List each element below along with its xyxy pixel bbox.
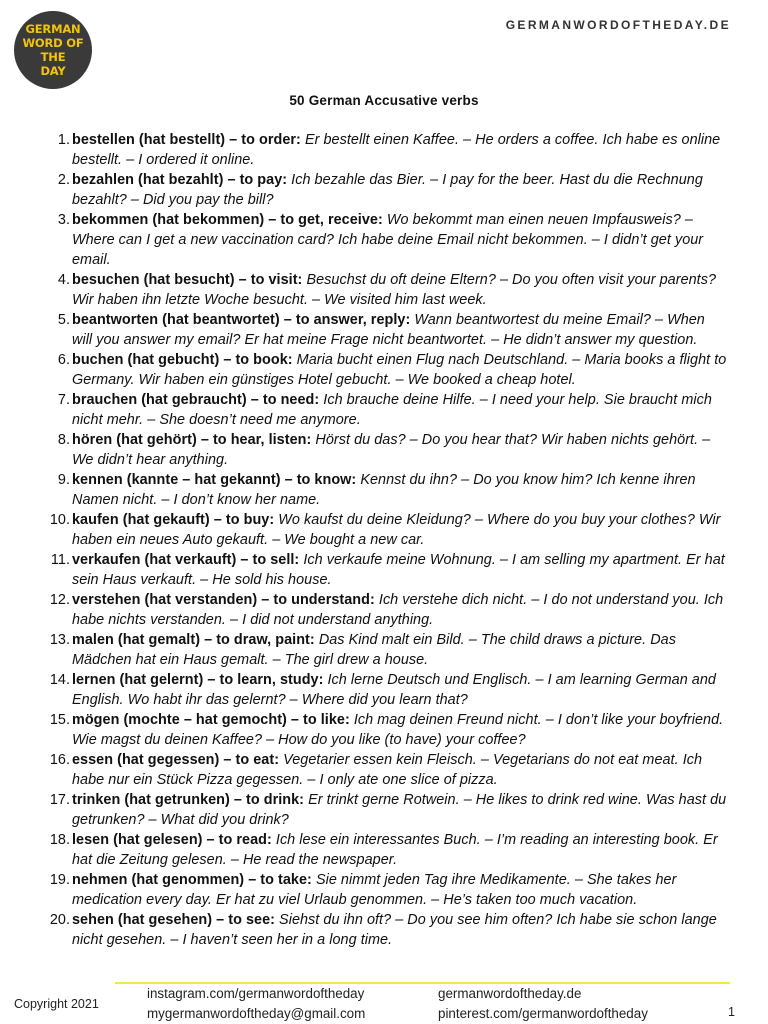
list-item: [50, 270, 728, 310]
verb-example: Ich verkaufe meine Wohnung. – I am selling my apartment. Er hat sein Haus verkauft. – He sold his house.: [72, 552, 725, 588]
logo-line-2: WORD OF THE: [22, 36, 84, 64]
list-item-number: 2.: [57, 172, 70, 188]
list-item-number: 10.: [49, 512, 70, 528]
list-item-number: 6.: [57, 352, 70, 368]
list-item: [50, 710, 728, 750]
verb-example: Vegetarier essen kein Fleisch. – Vegetarians do not eat meat. Ich habe nur ein Stück Pizza gegessen. – I only ate one slice of pizza.: [72, 752, 703, 788]
verb-heading: bezahlen (hat bezahlt) – to pay:: [72, 172, 288, 188]
verb-example: Hörst du das? – Do you hear that? Wir haben nichts gehört. – We didn’t hear anything.: [72, 432, 711, 468]
list-item-number: 11.: [50, 552, 70, 568]
verb-example: Sie nimmt jeden Tag ihre Medikamente. – She takes her medication every day. Er hat zu viel Urlaub genommen. – He’s taken too much vacation.: [72, 872, 677, 908]
list-item: [50, 910, 728, 950]
list-item-number: 16.: [49, 752, 70, 768]
list-item-number: 12.: [49, 592, 70, 608]
verb-heading: sehen (hat gesehen) – to see:: [72, 912, 275, 928]
verb-example: Maria bucht einen Flug nach Deutschland. – Maria books a flight to Germany. Wir haben ein günstiges Hotel gebucht. – We booked a cheap hotel.: [72, 352, 727, 388]
list-item: [50, 670, 728, 710]
list-item: [50, 550, 728, 590]
list-item: [50, 350, 728, 390]
list-item: [50, 210, 728, 270]
list-item: [50, 750, 728, 790]
verb-heading: beantworten (hat beantwortet) – to answer, reply:: [72, 312, 411, 328]
list-item-number: 15.: [49, 712, 70, 728]
verb-heading: bekommen (hat bekommen) – to get, receive:: [72, 212, 383, 228]
list-item-number: 9.: [57, 472, 70, 488]
verb-heading: besuchen (hat besucht) – to visit:: [72, 272, 303, 288]
verb-example: Ich lese ein interessantes Buch. – I’m reading an interesting book. Er hat die Zeitung gelesen. – He read the newspaper.: [72, 832, 718, 868]
email-link[interactable]: mygermanwordoftheday@gmail.com: [147, 1006, 366, 1021]
pinterest-link[interactable]: pinterest.com/germanwordoftheday: [438, 1006, 648, 1021]
verb-example: Kennst du ihn? – Do you know him? Ich kenne ihren Namen nicht. – I don’t know her name.: [72, 472, 696, 508]
verb-example: Ich verstehe dich nicht. – I do not understand you. Ich habe nichts verstanden. – I did not understand anything.: [72, 592, 724, 628]
list-item: [50, 470, 728, 510]
list-item-number: 8.: [57, 432, 70, 448]
list-item-number: 4.: [57, 272, 70, 288]
list-item: [50, 870, 728, 910]
verb-example: Besuchst du oft deine Eltern? – Do you often visit your parents? Wir haben ihn letzte Woche besucht. – We visited him last week.: [72, 272, 717, 308]
verb-heading: hören (hat gehört) – to hear, listen:: [72, 432, 312, 448]
list-item-number: 18.: [49, 832, 70, 848]
list-item-number: 5.: [57, 312, 70, 328]
list-item-number: 20.: [49, 912, 70, 928]
list-item-number: 7.: [57, 392, 70, 408]
instagram-link[interactable]: instagram.com/germanwordoftheday: [147, 986, 365, 1001]
verb-heading: nehmen (hat genommen) – to take:: [72, 872, 312, 888]
verb-example: Ich bezahle das Bier. – I pay for the beer. Hast du die Rechnung bezahlt? – Did you pay the bill?: [72, 172, 703, 208]
verb-heading: brauchen (hat gebraucht) – to need:: [72, 392, 320, 408]
list-item-number: 19.: [49, 872, 70, 888]
verb-heading: verstehen (hat verstanden) – to understand:: [72, 592, 375, 608]
verb-heading: verkaufen (hat verkauft) – to sell:: [72, 552, 300, 568]
verb-example: Wann beantwortest du meine Email? – When will you answer my email? Er hat meine Frage nicht beantwortet. – He didn’t answer my question.: [72, 312, 705, 348]
list-item-number: 3.: [57, 212, 70, 228]
verb-example: Er bestellt einen Kaffee. – He orders a coffee. Ich habe es online bestellt. – I ordered it online.: [72, 132, 721, 168]
logo-line-3: DAY: [40, 64, 66, 78]
list-item-number: 13.: [49, 632, 70, 648]
list-item: [50, 130, 728, 170]
logo-line-1: GERMAN: [25, 22, 81, 36]
verb-heading: kennen (kannte – hat gekannt) – to know:: [72, 472, 357, 488]
verb-example: Wo bekommt man einen neuen Impfausweis? – Where can I get a new vaccination card? Ich habe deine Email nicht bekommen. – I didn’t get your email.: [72, 212, 704, 268]
verb-heading: malen (hat gemalt) – to draw, paint:: [72, 632, 315, 648]
verb-example: Ich mag deinen Freund nicht. – I don’t like your boyfriend. Wie magst du deinen Kaffee? – How do you like (to have) your coffee?: [72, 712, 724, 748]
list-item: [50, 310, 728, 350]
list-item-number: 1.: [57, 132, 70, 148]
copyright: Copyright 2021: [14, 997, 99, 1011]
list-item: [50, 430, 728, 470]
logo: [14, 11, 92, 89]
verb-example: Das Kind malt ein Bild. – The child draws a picture. Das Mädchen hat ein Haus gemalt. – The girl drew a house.: [72, 632, 676, 668]
page-number: 1: [728, 1005, 735, 1019]
verb-heading: kaufen (hat gekauft) – to buy:: [72, 512, 275, 528]
list-item-number: 17.: [49, 792, 70, 808]
verb-heading: bestellen (hat bestellt) – to order:: [72, 132, 301, 148]
list-item: [50, 630, 728, 670]
verb-example: Siehst du ihn oft? – Do you see him often? Ich habe sie schon lange nicht gesehen. – I haven’t seen her in a long time.: [72, 912, 717, 948]
list-item: [50, 590, 728, 630]
verb-heading: lesen (hat gelesen) – to read:: [72, 832, 272, 848]
header-site-url[interactable]: GERMANWORDOFTHEDAY.DE: [505, 18, 731, 32]
list-item-number: 14.: [49, 672, 70, 688]
list-item: [50, 830, 728, 870]
verb-heading: lernen (hat gelernt) – to learn, study:: [72, 672, 324, 688]
list-item: [50, 790, 728, 830]
verb-example: Er trinkt gerne Rotwein. – He likes to drink red wine. Was hast du getrunken? – What did you drink?: [72, 792, 727, 828]
footer-divider: [115, 982, 730, 984]
verb-heading: essen (hat gegessen) – to eat:: [72, 752, 280, 768]
list-item: [50, 510, 728, 550]
page-title: 50 German Accusative verbs: [289, 93, 479, 108]
verb-heading: mögen (mochte – hat gemocht) – to like:: [72, 712, 350, 728]
website-link[interactable]: germanwordoftheday.de: [438, 986, 582, 1001]
verb-example: Wo kaufst du deine Kleidung? – Where do you buy your clothes? Wir haben ein neues Auto gekauft. – We bought a new car.: [72, 512, 721, 548]
verb-list: [50, 130, 728, 950]
list-item: [50, 170, 728, 210]
verb-example: Ich lerne Deutsch und Englisch. – I am learning German and English. Wo habt ihr das gelernt? – Where did you learn that?: [72, 672, 716, 708]
verb-heading: buchen (hat gebucht) – to book:: [72, 352, 293, 368]
list-item: [50, 390, 728, 430]
verb-example: Ich brauche deine Hilfe. – I need your help. Sie braucht mich nicht mehr. – She doesn’t need me anymore.: [72, 392, 712, 428]
verb-heading: trinken (hat getrunken) – to drink:: [72, 792, 305, 808]
